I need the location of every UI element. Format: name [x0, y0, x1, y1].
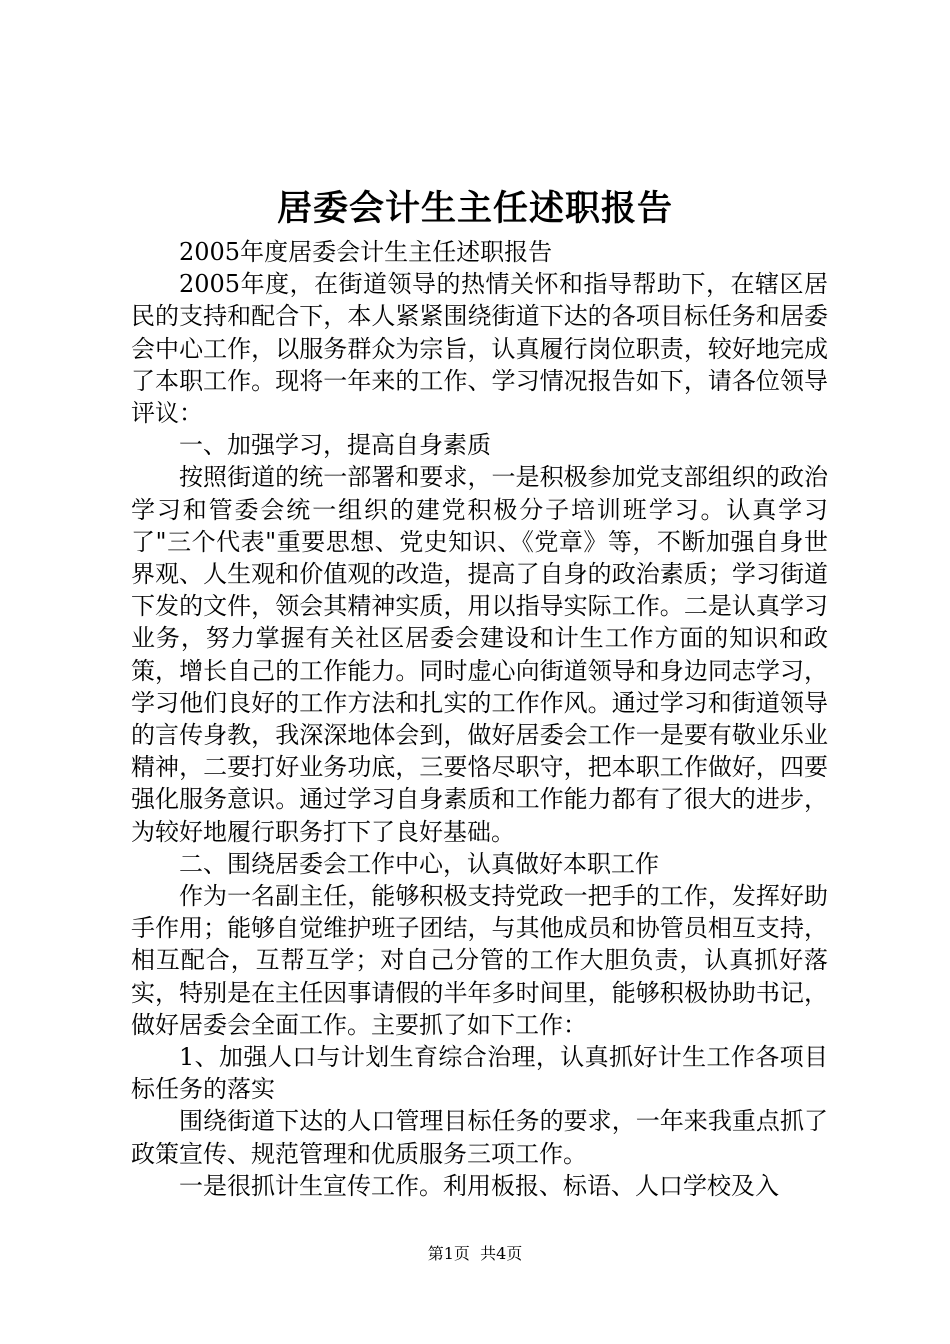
page-footer: 第1页 共4页	[427, 1244, 523, 1263]
section-heading-2: 二、围绕居委会工作中心，认真做好本职工作	[179, 849, 659, 878]
document-body	[131, 236, 828, 1202]
paragraph-intro: 2005年度，在街道领导的热情关怀和指导帮助下，在辖区居民的支持和配合下，本人紧紧围绕街道下达的各项目标任务和居委会中心工作，以服务群众为宗旨，认真履行岗位职责，较好地完成了本职工作。现将一年来的工作、学习情况报告如下，请各位领导评议：	[131, 270, 828, 428]
paragraph-publicity: 一是很抓计生宣传工作。利用板报、标语、人口学校及入	[179, 1171, 779, 1200]
subsection-heading-1: 1、加强人口与计划生育综合治理，认真抓好计生工作各项目标任务的落实	[131, 1043, 828, 1104]
paragraph-population-management: 围绕街道下达的人口管理目标任务的要求，一年来我重点抓了政策宣传、规范管理和优质服务三项工作。	[131, 1107, 828, 1168]
document-title: 居委会计生主任述职报告	[276, 188, 673, 229]
paragraph-study: 按照街道的统一部署和要求，一是积极参加党支部组织的政治学习和管委会统一组织的建党积极分子培训班学习。认真学习了"三个代表"重要思想、党史知识、《党章》等，不断加强自身世界观、人生观和价值观的改造，提高了自身的政治素质；学习街道下发的文件，领会其精神实质，用以指导实际工作。二是认真学习业务，努力掌握有关社区居委会建设和计生工作方面的知识和政策，增长自己的工作能力。同时虚心向街道领导和身边同志学习，学习他们良好的工作方法和扎实的工作作风。通过学习和街道领导的言传身教，我深深地体会到，做好居委会工作一是要有敬业乐业精神，二要打好业务功底，三要恪尽职守，把本职工作做好，四要强化服务意识。通过学习自身素质和工作能力都有了很大的进步，为较好地履行职务打下了良好基础。	[131, 463, 828, 846]
section-heading-1: 一、加强学习，提高自身素质	[179, 431, 491, 460]
paragraph-report-heading: 2005年度居委会计生主任述职报告	[179, 238, 553, 266]
paragraph-role: 作为一名副主任，能够积极支持党政一把手的工作，发挥好助手作用；能够自觉维护班子团结，与其他成员和协管员相互支持，相互配合，互帮互学；对自己分管的工作大胆负责，认真抓好落实，特别是在主任因事请假的半年多时间里，能够积极协助书记，做好居委会全面工作。主要抓了如下工作：	[131, 882, 828, 1039]
